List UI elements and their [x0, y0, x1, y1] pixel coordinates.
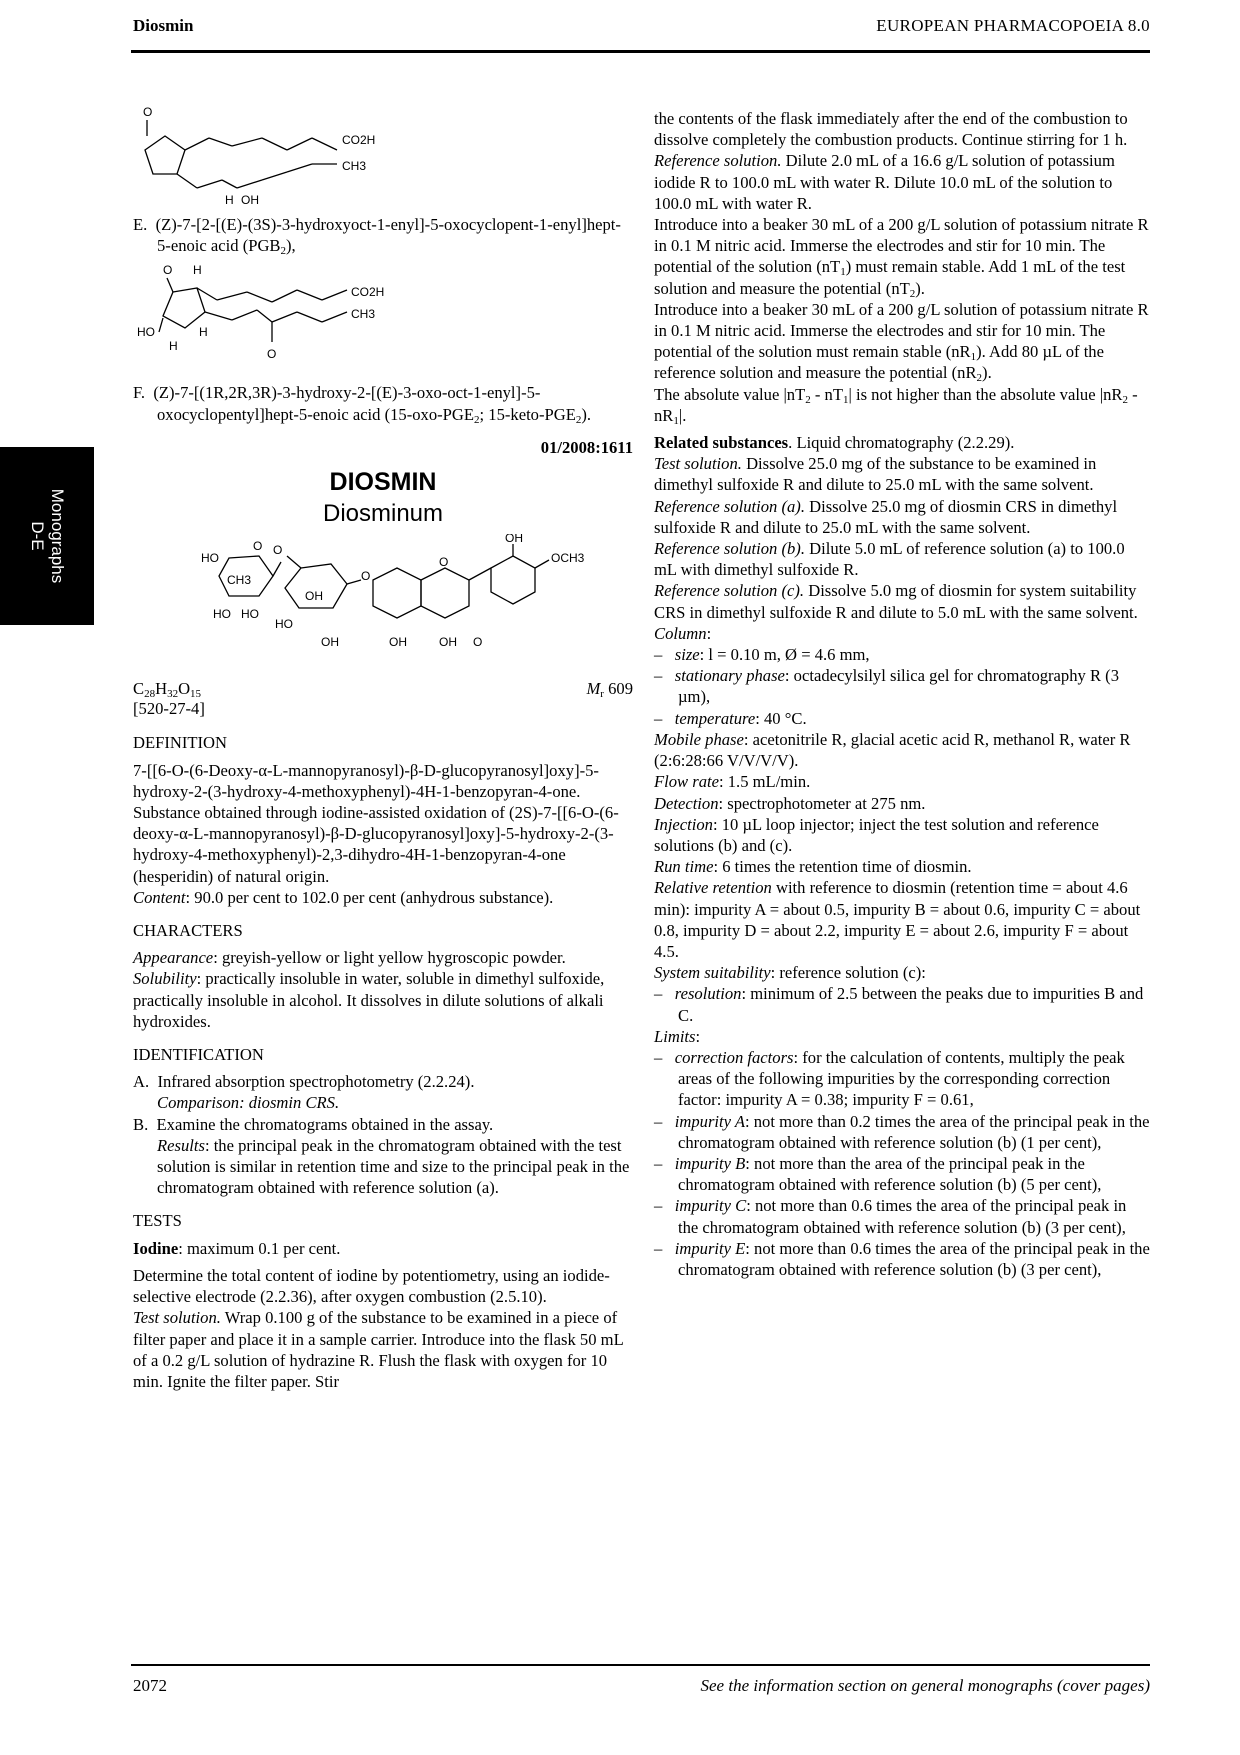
svg-text:CO2H: CO2H — [342, 133, 376, 147]
svg-text:O: O — [439, 555, 449, 570]
svg-text:OH: OH — [505, 534, 523, 546]
iodine-procedure-reference: Introduce into a beaker 30 mL of a 200 g/L solution of potassium nitrate R in 0.1 M nitric acid. Immerse the electrodes and stir for 10 min. The potential of the solution must remain stable $(nR_1)$. Add 80 µL of the reference solution and measure the potential $(nR_2)$. — [654, 299, 1149, 385]
svg-text:O: O — [473, 635, 483, 650]
iodine-criterion: The absolute value $|nT_2 - nT_1|$ is not higher than the absolute value $|nR_2 - nR_1|$. — [654, 384, 1138, 427]
limits-item: – correction factors: for the calculation of contents, multiply the peak areas of the following impurities by the corresponding correction factor: impurity A = 0.38; impurity F = 0.61, — [654, 1047, 1125, 1110]
side-tab-line2: D-E — [28, 521, 47, 551]
svg-text:HO: HO — [137, 325, 155, 340]
system-suitability: System suitability: reference solution (c): — [654, 963, 926, 983]
identification-b: B. Examine the chromatograms obtained in the assay. — [133, 1114, 494, 1134]
side-tab-line1: Monographs — [48, 488, 67, 584]
solubility-text: Solubility: practically insoluble in water, soluble in dimethyl sulfoxide, practically insoluble in alcohol. It dissolves in dilute solutions of alkali hydroxides. — [133, 969, 605, 1031]
molecular-formula: $C_{28}H_{32}O_{15}$ — [133, 679, 202, 701]
svg-text:OH: OH — [321, 635, 339, 650]
svg-text:O: O — [267, 347, 277, 362]
formula-block — [133, 678, 633, 720]
svg-text:CH3: CH3 — [342, 159, 367, 173]
characters-heading: CHARACTERS — [133, 921, 243, 941]
structure-diosmin — [201, 534, 641, 674]
svg-text:H: H — [225, 193, 234, 207]
column-item: – temperature: 40 °C. — [654, 708, 807, 728]
limits-label: Limits: — [654, 1026, 701, 1046]
svg-text:CH3: CH3 — [227, 573, 252, 588]
impurity-f-letter: F. — [133, 383, 146, 403]
column-item: – stationary phase: octadecylsilyl silica gel for chromatography R (3 µm), — [654, 666, 1120, 707]
substance-text: Substance obtained through iodine-assisted oxidation of (2S)-7-[[6-O-(6-deoxy-α-L-mannopyranosyl)-β-D-glucopyranosyl]oxy]-5-hydroxy-2-(3-hydroxy-4-methoxyphenyl)-2,3-dihydro-4H-1-benzopyran-4-one (hesperidin) of natural origin. — [133, 803, 619, 886]
monograph-title: DIOSMIN — [329, 468, 437, 497]
svg-text:O: O — [273, 543, 283, 558]
impurity-f-text: (Z)-7-[(1R,2R,3R)-3-hydroxy-2-[(E)-3-oxo-oct-1-enyl]-5-oxocyclopentyl]hept-5-enoic acid (15-oxo-PGE — [153, 383, 541, 424]
svg-text:HO: HO — [213, 607, 231, 622]
monograph-ref: 01/2008:1611 — [540, 437, 633, 457]
identification-b-results: Results: the principal peak in the chromatogram obtained with the test solution is similar in retention time and size to the principal peak in the chromatogram obtained with reference solution (a). — [157, 1135, 630, 1198]
rs-reference-b: Reference solution (b). Dilute 5.0 mL of reference solution (a) to 100.0 mL with dimethyl sulfoxide R. — [654, 539, 1125, 580]
impurity-e-sub: 2 — [280, 245, 286, 258]
svg-text:HO: HO — [275, 617, 293, 632]
header-rule — [131, 50, 1150, 53]
impurity-e — [133, 214, 633, 256]
side-tab — [0, 447, 94, 625]
injection: Injection: 10 µL loop injector; inject the test solution and reference solutions (b) and (c). — [654, 814, 1099, 855]
svg-text:OH: OH — [439, 635, 457, 650]
running-header-right: EUROPEAN PHARMACOPOEIA 8.0 — [876, 16, 1150, 35]
definition-heading: DEFINITION — [133, 733, 228, 753]
impurity-e-end: ), — [286, 236, 296, 256]
identification-a-comparison: Comparison: diosmin CRS. — [157, 1093, 340, 1113]
limits-item: – impurity B: not more than the area of the principal peak in the chromatogram obtained with reference solution (b) (5 per cent), — [654, 1153, 1102, 1195]
structure-15-oxo-pge2 — [137, 260, 437, 378]
svg-text:OCH3: OCH3 — [551, 551, 585, 566]
content-text: Content: 90.0 per cent to 102.0 per cent (anhydrous substance). — [133, 887, 554, 907]
impurity-f-mid: ; 15-keto-PGE — [479, 404, 576, 424]
tests-heading: TESTS — [133, 1211, 182, 1231]
svg-text:O: O — [143, 105, 153, 119]
iodine-test-solution: Test solution. Wrap 0.100 g of the substance to be examined in a piece of filter paper and place it in a sample carrier. Introduce into the flask 50 mL of a 0.2 g/L solution of hydrazine R. Flush the flask with oxygen for 10 min. Ignite the filter paper. Stir — [133, 1308, 624, 1391]
right-column — [654, 108, 1150, 1280]
column-item: – size: l = 0.10 m, Ø = 4.6 mm, — [654, 645, 870, 665]
footer-rule — [131, 1664, 1150, 1666]
svg-text:HO: HO — [201, 551, 219, 566]
monograph-latin-title: Diosminum — [322, 500, 444, 528]
page-number: 2072 — [133, 1676, 167, 1695]
svg-text:O: O — [361, 569, 371, 584]
identification-a: A. Infrared absorption spectrophotometry (2.2.24). — [133, 1072, 475, 1092]
impurity-e-text: (Z)-7-[2-[(E)-(3S)-3-hydroxyoct-1-enyl]-5-oxocyclopent-1-enyl]hept-5-enoic acid (PGB — [155, 215, 621, 256]
appearance-text: Appearance: greyish-yellow or light yellow hygroscopic powder. — [133, 948, 566, 968]
impurity-f-end: ). — [581, 404, 592, 424]
rs-reference-c: Reference solution (c). Dissolve 5.0 mg of diosmin for system suitability CRS in dimethyl sulfoxide R and dilute to 5.0 mL with the same solvent. — [654, 581, 1138, 622]
running-header-left: Diosmin — [133, 16, 194, 35]
column-label: Column: — [654, 623, 712, 643]
impurity-f — [133, 382, 633, 424]
svg-text:O: O — [163, 263, 173, 278]
relative-retention: Relative retention with reference to diosmin (retention time = about 4.6 min): impurity A = about 0.5, impurity B = about 0.6, impurity C = about 0.8, impurity D = about 2.2, impurity E = about 2.6, impurity F = about 4.5. — [654, 878, 1141, 961]
iodine-continue: the contents of the flask immediately after the end of the combustion to dissolve completely the combustion products. Continue stirring for 1 h. — [654, 109, 1128, 150]
svg-text:OH: OH — [305, 589, 323, 604]
limits-item: – impurity E: not more than 0.6 times the area of the principal peak in the chromatogram obtained with reference solution (b) (3 per cent), — [654, 1238, 1150, 1279]
svg-text:OH: OH — [389, 635, 407, 650]
identification-heading: IDENTIFICATION — [133, 1045, 264, 1065]
detection: Detection: spectrophotometer at 275 nm. — [654, 793, 926, 813]
svg-text:OH: OH — [241, 193, 259, 207]
svg-text:H: H — [169, 339, 178, 354]
svg-text:O: O — [253, 539, 263, 554]
svg-text:H: H — [199, 325, 208, 340]
structure-pgb2 — [137, 102, 437, 210]
definition-text: 7-[[6-O-(6-Deoxy-α-L-mannopyranosyl)-β-D-glucopyranosyl]oxy]-5-hydroxy-2-(3-hydroxy-4-methoxyphenyl)-4H-1-benzopyran-4-one. — [133, 760, 599, 801]
iodine-procedure-test: Introduce into a beaker 30 mL of a 200 g/L solution of potassium nitrate R in 0.1 M nitric acid. Immerse the electrodes and stir for 10 min. The potential of the solution $(nT_1)$ must remain stable. Add 1 mL of the test solution and measure the potential $(nT_2)$. — [654, 215, 1149, 300]
svg-text:HO: HO — [241, 607, 259, 622]
rs-reference-a: Reference solution (a). Dissolve 25.0 mg of diosmin CRS in dimethyl sulfoxide R and dilute to 25.0 mL with the same solvent. — [654, 496, 1118, 537]
cas-number: [520-27-4] — [133, 699, 205, 719]
iodine-method: Determine the total content of iodine by potentiometry, using an iodide-selective electrode (2.2.36), after oxygen combustion (2.5.10). — [133, 1265, 610, 1307]
system-suitability-item: – resolution: minimum of 2.5 between the peaks due to impurities B and C. — [654, 984, 1144, 1025]
impurity-f-sub: 2 — [474, 413, 480, 426]
impurity-e-letter: E. — [133, 215, 148, 234]
impurity-f-sub2: 2 — [575, 413, 582, 426]
relative-molecular-mass: $M_r$ 609 — [586, 679, 633, 701]
svg-text:CH3: CH3 — [351, 307, 376, 322]
iodine-reference-solution: Reference solution. Dilute 2.0 mL of a 16.6 g/L solution of potassium iodide R to 100.0 mL with water R. Dilute 10.0 mL of the solution to 100.0 mL with water R. — [654, 151, 1115, 213]
footer-note: See the information section on general monographs (cover pages) — [700, 1676, 1150, 1695]
limits-item: – impurity C: not more than 0.6 times the area of the principal peak in the chromatogram obtained with reference solution (b) (3 per cent), — [654, 1196, 1127, 1237]
run-time: Run time: 6 times the retention time of diosmin. — [654, 857, 972, 877]
iodine-limit: Iodine: maximum 0.1 per cent. — [133, 1238, 341, 1258]
flow-rate: Flow rate: 1.5 mL/min. — [654, 772, 811, 792]
left-column — [133, 102, 633, 1392]
rs-test-solution: Test solution. Dissolve 25.0 mg of the substance to be examined in dimethyl sulfoxide R and dilute to 25.0 mL with the same solvent. — [654, 454, 1097, 495]
svg-text:CO2H: CO2H — [351, 285, 385, 300]
related-substances: Related substances. Liquid chromatography (2.2.29). — [654, 433, 1015, 453]
svg-text:H: H — [193, 263, 202, 278]
limits-item: – impurity A: not more than 0.2 times the area of the principal peak in the chromatogram obtained with reference solution (b) (1 per cent), — [654, 1111, 1150, 1152]
mobile-phase: Mobile phase: acetonitrile R, glacial acetic acid R, methanol R, water R (2:6:28:66 V/V/V/V). — [654, 729, 1131, 771]
